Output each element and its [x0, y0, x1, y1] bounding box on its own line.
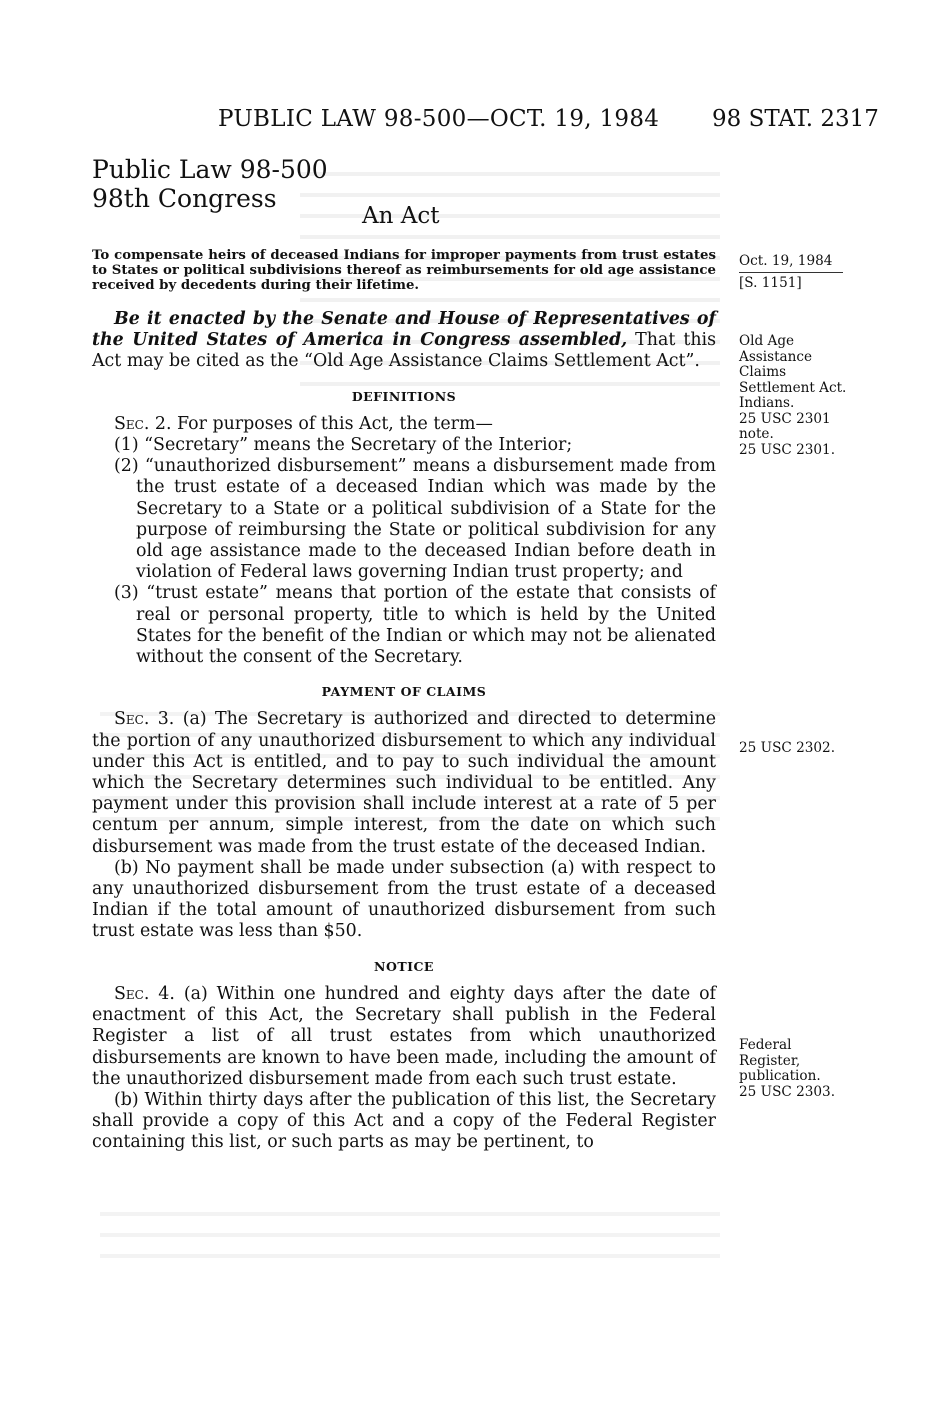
definition-item: (3) “trust estate” means that portion of the estate that consists of real or personal property, title to which is held by the United States for the benefit of the Indian or which may not be alienated without the consent of the Secretary.: [114, 583, 716, 668]
section-heading-payment: PAYMENT OF CLAIMS: [321, 684, 487, 700]
act-title: An Act: [362, 203, 440, 229]
margin-note-payment: 25 USC 2302.: [739, 740, 836, 756]
margin-note-line: Settlement Act.: [739, 379, 847, 396]
margin-note-line: Assistance: [739, 348, 813, 365]
law-citation: [92, 155, 328, 213]
bleed-through-bottom: [100, 1200, 720, 1260]
running-header: PUBLIC LAW 98-500—OCT. 19, 1984: [218, 106, 660, 132]
margin-note-date: Oct. 19, 1984: [739, 254, 843, 273]
margin-note-line: Old Age: [739, 333, 795, 349]
enacting-clause-italic: Be it enacted by the Senate and House of Representatives of the United States of America in Congress assembled,: [92, 309, 716, 351]
statute-body: [92, 309, 716, 1154]
margin-note-short-title: [739, 334, 849, 458]
section-3a: [92, 709, 716, 857]
statute-page-number: 98 STAT. 2317: [712, 106, 879, 132]
margin-note-line: Claims: [739, 364, 787, 380]
section-2-intro: [92, 414, 716, 435]
enacting-clause-rest: That this Act may be cited as the “Old Age Assistance Claims Settlement Act”.: [92, 330, 717, 372]
section-label: Sec. 4.: [114, 983, 175, 1004]
section-4a: [92, 984, 716, 1090]
section-heading-definitions: DEFINITIONS: [351, 388, 457, 404]
purpose-clause: To compensate heirs of deceased Indians for improper payments from trust estates to States or political subdivisions thereof as reimbursements for old age assistance received by decedents during their lifetime.: [92, 248, 716, 293]
margin-note-line: note.: [739, 426, 774, 442]
section-label: Sec. 3.: [114, 709, 175, 730]
margin-note-line: 25 USC 2301.: [739, 441, 836, 458]
congress-number: 98th Congress: [92, 184, 277, 213]
section-text: (a) Within one hundred and eighty days after the date of enactment of this Act, the Secretary shall publish in the Federal Register a list of all trust estates from which unauthorized disbursements are known to have been made, including the amount of the unauthorized disbursement made from each such trust estate.: [92, 983, 716, 1089]
margin-note-line: 25 USC 2303.: [739, 1083, 836, 1100]
enacting-clause: [92, 309, 716, 373]
margin-note-line: Register,: [739, 1052, 801, 1069]
margin-note-line: 25 USC 2301: [739, 410, 831, 427]
margin-note-line: publication.: [739, 1068, 821, 1084]
definition-item: (1) “Secretary” means the Secretary of the Interior;: [114, 435, 573, 456]
section-heading-notice: NOTICE: [374, 958, 434, 974]
definition-item: (2) “unauthorized disbursement” means a disbursement made from the trust estate of a deceased Indian which was made by the Secretary to a State or a political subdivision of a State for the purpose of reimbursing the State or political subdivision for any old age assistance made to the deceased Indian before death in violation of Federal laws governing Indian trust property; and: [114, 456, 716, 583]
section-3b: (b) No payment shall be made under subsection (a) with respect to any unauthorized disbursement from the trust estate of a deceased Indian if the total amount of unauthorized disbursement from such trust estate was less than $50.: [92, 857, 716, 942]
section-label: Sec. 2.: [114, 413, 172, 434]
margin-note-line: Indians.: [739, 395, 795, 411]
margin-note-bill-number: [S. 1151]: [739, 275, 802, 291]
margin-note-line: Federal: [739, 1037, 792, 1053]
section-text: For purposes of this Act, the term—: [171, 413, 493, 434]
section-4b: (b) Within thirty days after the publication of this list, the Secretary shall provide a copy of this Act and a copy of the Federal Register containing this list, or such parts as may be pertinent, to: [92, 1089, 716, 1153]
margin-note-federal-register: [739, 1038, 849, 1100]
public-law-number: Public Law 98-500: [92, 155, 328, 184]
section-text: (a) The Secretary is authorized and directed to determine the portion of any unauthorized disbursement to which any individual under this Act is entitled, and to pay to such individual the amount which the Secretary determines such individual to be entitled. Any payment under this provision shall include interest at a rate of 5 per centum per annum, simple interest, from the date on which such disbursement was made from the trust estate of the deceased Indian.: [92, 709, 716, 857]
